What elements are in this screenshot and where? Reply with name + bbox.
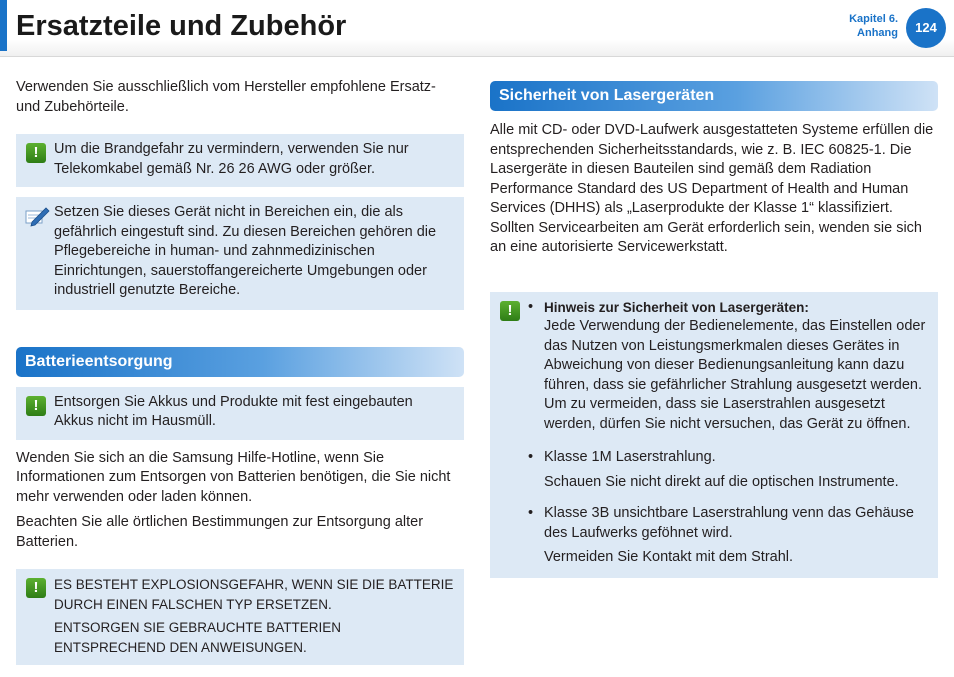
list-item-title: • Klasse 1M Laserstrahlung. <box>544 449 716 465</box>
caution-box-fire <box>16 134 464 187</box>
section-heading-battery: Batterieentsorgung <box>16 347 464 377</box>
title-accent-bar <box>0 0 7 51</box>
warning-box-explosion <box>16 569 464 665</box>
list-item-text: Jede Verwendung der Bedienelemente, das Einstellen oder das Nutzen von Leistungsmerkmalen dieses Gerätes in Abweichung von dieser Bedienungsanleitung kann dazu führen, dass sie gefährlicher Strahlung ausgesetzt werden. Um zu vermeiden, dass sie Laserstrahlen ausgesetzt werden, dürfen Sie nicht versuchen, das Gerät zu öffnen. <box>544 318 926 432</box>
note-text: Setzen Sie dieses Gerät nicht in Bereichen ein, die als gefährlich eingestuft sind. Zu diesen Bereichen gehören die Pflegebereiche in human- und zahnmedizinischen Einrichtungen, sauerstoffangereicherte Umgebungen oder industriell genutzte Bereiche. <box>54 204 437 298</box>
list-item-text: Schauen Sie nicht direkt auf die optischen Instrumente. <box>544 473 899 490</box>
list-item <box>528 504 928 568</box>
chapter-number: Kapitel 6. <box>849 13 898 25</box>
laser-safety-box <box>490 292 938 578</box>
caution-text: Entsorgen Sie Akkus und Produkte mit fest eingebauten Akkus nicht im Hausmüll. <box>54 393 413 429</box>
disposal-rules-paragraph: Beachten Sie alle örtlichen Bestimmungen zur Entsorgung alter Batterien. <box>16 514 424 550</box>
chapter-label <box>849 12 898 40</box>
left-column <box>16 78 464 665</box>
page-number-badge: 124 <box>906 8 946 48</box>
list-item <box>528 298 928 435</box>
exclamation-icon: ! <box>26 578 46 598</box>
caution-box-battery <box>16 387 464 440</box>
laser-paragraph: Alle mit CD- oder DVD-Laufwerk ausgestatteten Systeme erfüllen die entsprechenden Sicherheitsstandards, wie z. B. IEC 60825-1. Die Lasergeräte in diesen Bauteilen sind gemäß dem Radiation Performance Standard des US Department of Health and Human Services (DHHS) als „Laserprodukte der Klasse 1“ klassifiziert. Sollten Servicearbeiten am Gerät erforderlich sein, wenden sie sich an eine autorisierte Servicewerkstatt. <box>490 122 934 255</box>
note-box-hazard-areas <box>16 197 464 310</box>
warning-text: ENTSORGEN SIE GEBRAUCHTE BATTERIEN ENTSPRECHEND DEN ANWEISUNGEN. <box>54 620 342 655</box>
hotline-paragraph: Wenden Sie sich an die Samsung Hilfe-Hotline, wenn Sie Informationen zum Entsorgen von Batterien benötigen, die Sie nicht mehr verwenden oder laden können. <box>16 449 451 505</box>
chapter-name: Anhang <box>857 27 898 39</box>
list-item-title: • Hinweis zur Sicherheit von Lasergeräten: <box>544 299 809 315</box>
exclamation-icon: ! <box>500 301 520 321</box>
list-item-title: • Klasse 3B unsichtbare Laserstrahlung venn das Gehäuse des Laufwerks geföhnet wird. <box>544 505 914 541</box>
list-item <box>528 448 928 492</box>
caution-text: Um die Brandgefahr zu vermindern, verwenden Sie nur Telekomkabel gemäß Nr. 26 26 AWG oder größer. <box>54 141 409 177</box>
intro-paragraph: Verwenden Sie ausschließlich vom Hersteller empfohlene Ersatz- und Zubehörteile. <box>16 79 436 115</box>
section-heading-laser: Sicherheit von Lasergeräten <box>490 81 938 111</box>
exclamation-icon: ! <box>26 396 46 416</box>
list-item-text: Vermeiden Sie Kontakt mit dem Strahl. <box>544 549 794 565</box>
exclamation-icon: ! <box>26 143 46 163</box>
pen-icon <box>24 205 50 227</box>
warning-text: ES BESTEHT EXPLOSIONSGEFAHR, WENN SIE DIE BATTERIE DURCH EINEN FALSCHEN TYP ERSETZEN. <box>54 577 454 612</box>
right-column <box>490 81 938 578</box>
page-title: Ersatzteile und Zubehör <box>16 10 347 42</box>
title-bar <box>0 0 954 57</box>
